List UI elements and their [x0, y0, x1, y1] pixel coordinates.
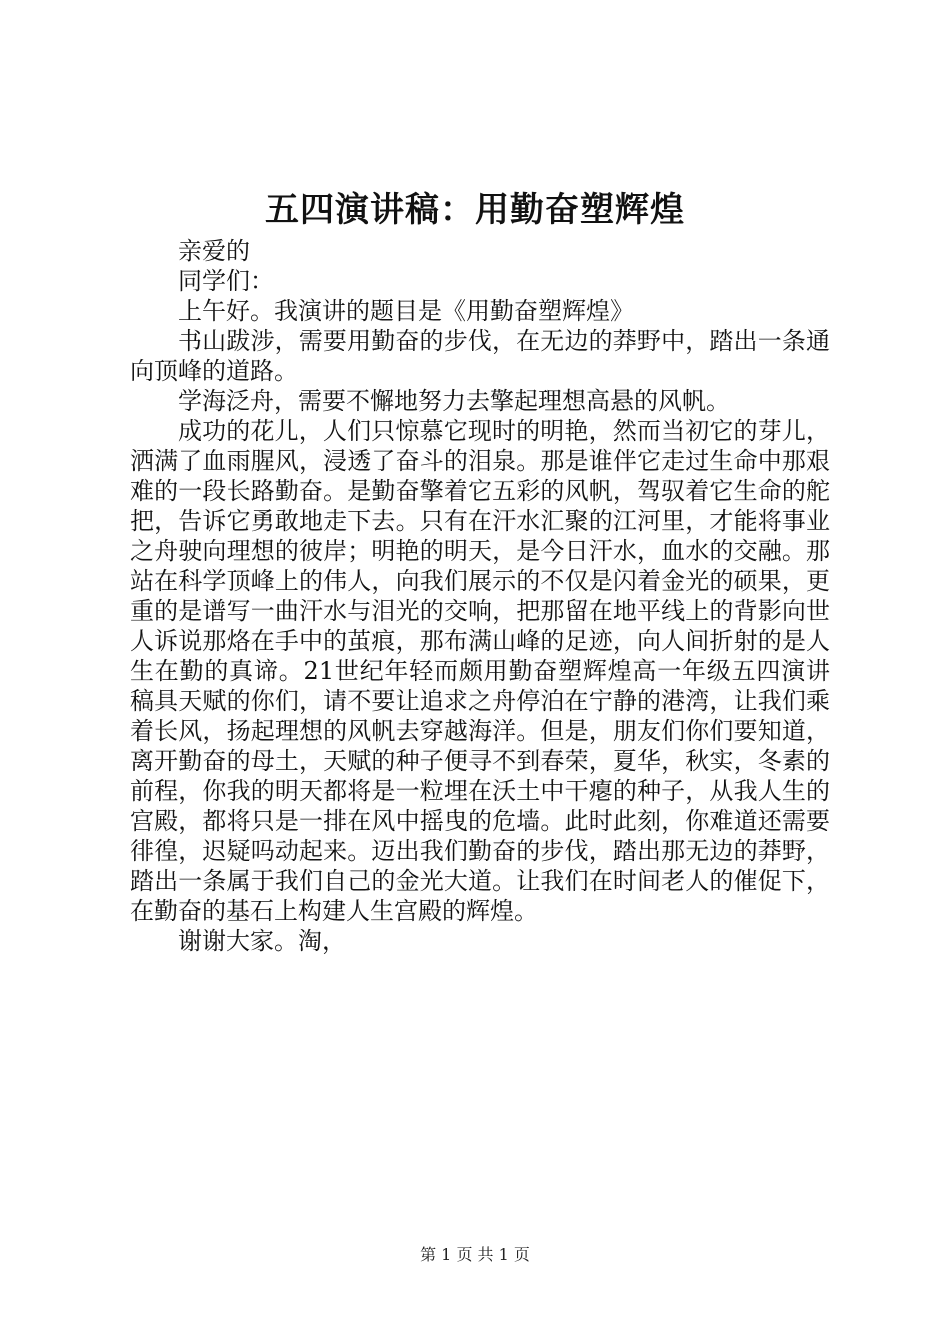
body-paragraph: 书山跋涉，需要用勤奋的步伐，在无边的莽野中，踏出一条通向顶峰的道路。 [130, 327, 830, 385]
document-body [130, 236, 830, 956]
closing-paragraph: 谢谢大家。淘， [178, 927, 346, 955]
body-paragraph: 学海泛舟，需要不懈地努力去擎起理想高悬的风帆。 [178, 387, 730, 415]
body-paragraph: 成功的花儿，人们只惊慕它现时的明艳，然而当初它的芽儿，洒满了血雨腥风，浸透了奋斗的泪泉。那是谁伴它走过生命中那艰难的一段长路勤奋。是勤奋擎着它五彩的风帆，驾驭着它生命的舵把，告诉它勇敢地走下去。只有在汗水汇聚的江河里，才能将事业之舟驶向理想的彼岸；明艳的明天，是今日汗水，血水的交融。那站在科学顶峰上的伟人，向我们展示的不仅是闪着金光的硕果，更重的是谱写一曲汗水与泪光的交响，把那留在地平线上的背影向世人诉说那烙在手中的茧痕，那布满山峰的足迹，向人间折射的是人生在勤的真谛。21世纪年轻而颇用勤奋塑辉煌高一年级五四演讲稿具天赋的你们，请不要让追求之舟停泊在宁静的港湾，让我们乘着长风，扬起理想的风帆去穿越海洋。但是，朋友们你们要知道，离开勤奋的母土，天赋的种子便寻不到春荣，夏华，秋实，冬素的前程，你我的明天都将是一粒埋在沃土中干瘪的种子，从我人生的宫殿，都将只是一排在风中摇曳的危墙。此时此刻，你难道还需要徘徨，迟疑吗动起来。迈出我们勤奋的步伐，踏出那无边的莽野，踏出一条属于我们自己的金光大道。让我们在时间老人的催促下，在勤奋的基石上构建人生宫殿的辉煌。 [130, 417, 830, 925]
salutation-line-1: 亲爱的 [178, 237, 250, 265]
greeting-paragraph: 上午好。我演讲的题目是《用勤奋塑辉煌》 [178, 297, 634, 325]
page-number-footer: 第 1 页 共 1 页 [420, 1245, 530, 1264]
document-title: 五四演讲稿：用勤奋塑辉煌 [265, 190, 685, 230]
salutation-line-2: 同学们： [178, 267, 274, 295]
